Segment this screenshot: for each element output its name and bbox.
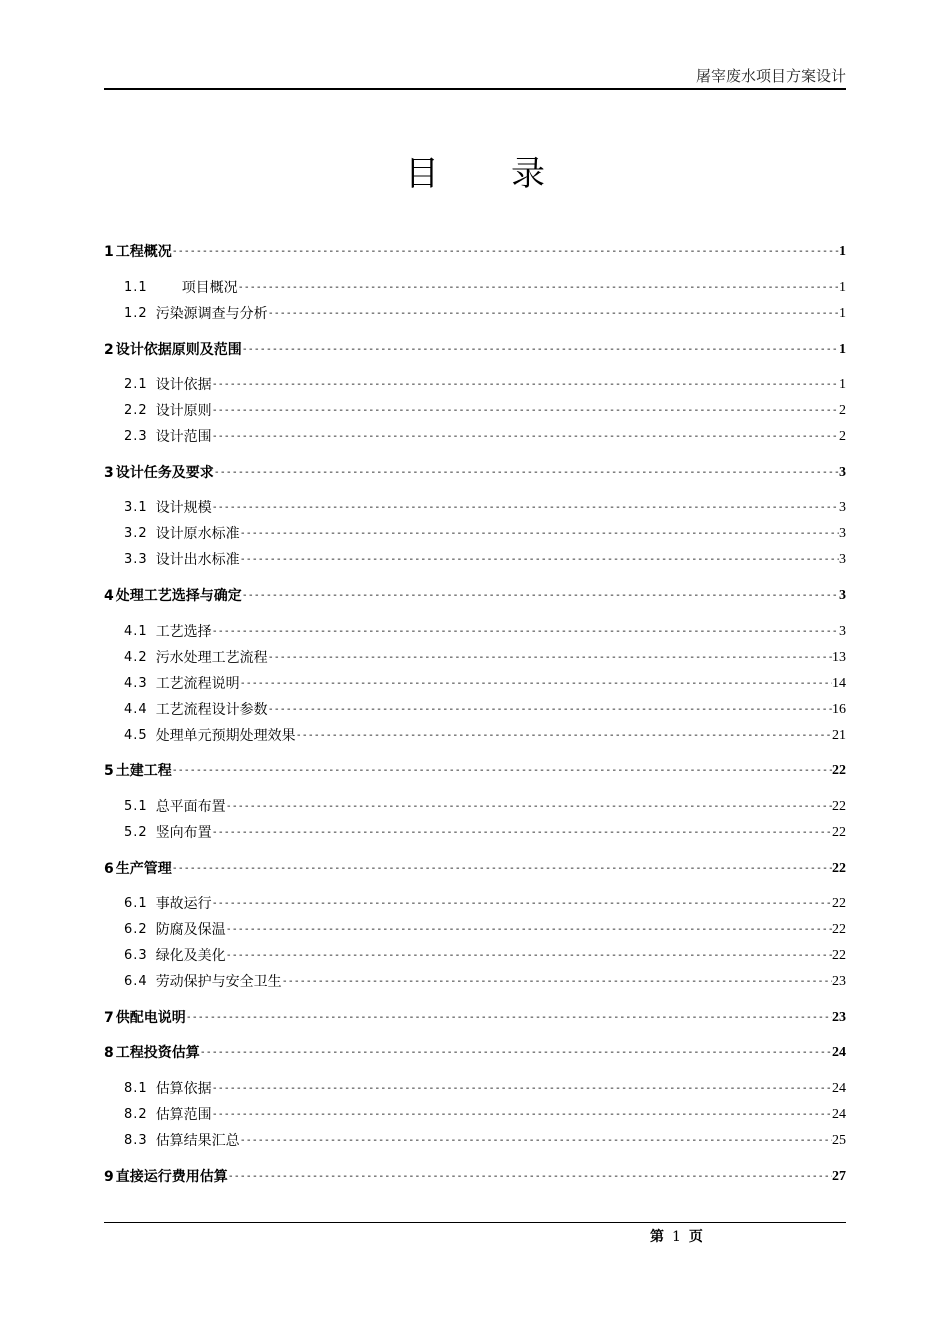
toc-entry-title: 污染源调查与分析 — [155, 306, 268, 322]
toc-dot-leader — [214, 464, 839, 482]
toc-entry-title: 工程概况 — [115, 244, 172, 260]
title-char-2: 录 — [511, 154, 545, 194]
toc-entry-number: 6 — [104, 861, 114, 877]
toc-dot-leader — [226, 798, 832, 816]
page-header — [104, 66, 846, 90]
toc-section-entry[interactable] — [104, 796, 846, 816]
toc-entry-page: 1 — [839, 280, 846, 295]
toc-section-entry[interactable] — [104, 945, 846, 965]
toc-entry-page: 3 — [839, 624, 846, 639]
toc-entry-title: 劳动保护与安全卫生 — [155, 974, 282, 990]
toc-entry-page: 16 — [832, 702, 846, 717]
toc-entry-title: 估算范围 — [155, 1107, 212, 1123]
toc-entry-title: 设计范围 — [155, 429, 212, 445]
toc-entry-title: 设计任务及要求 — [115, 465, 214, 481]
toc-dot-leader — [242, 341, 839, 359]
page-number-value: 1 — [672, 1229, 681, 1245]
toc-entry-title: 设计原则 — [155, 403, 212, 419]
toc-entry-page: 14 — [832, 676, 846, 691]
toc-entry-title: 竖向布置 — [155, 825, 212, 841]
toc-entry-number: 3.1 — [124, 500, 148, 515]
toc-dot-leader — [240, 525, 839, 543]
page-prefix: 第 — [650, 1229, 664, 1245]
toc-dot-leader — [186, 1009, 832, 1027]
toc-dot-leader — [212, 824, 832, 842]
toc-entry-title: 处理工艺选择与确定 — [115, 588, 242, 604]
toc-dot-leader — [212, 623, 839, 641]
toc-chapter-entry[interactable] — [104, 585, 846, 605]
page-number — [650, 1227, 703, 1247]
toc-entry-number: 6.1 — [124, 896, 148, 911]
toc-entry-title: 设计依据 — [155, 377, 212, 393]
page-footer — [104, 1222, 846, 1245]
toc-dot-leader — [200, 1044, 832, 1062]
toc-entry-number: 3.2 — [124, 526, 148, 541]
toc-entry-number: 3 — [104, 465, 114, 481]
toc-entry-title: 估算依据 — [155, 1081, 212, 1097]
toc-entry-title: 工程投资估算 — [115, 1045, 200, 1061]
toc-entry-number: 6.4 — [124, 974, 148, 989]
toc-entry-page: 22 — [832, 861, 846, 876]
toc-entry-title: 工艺流程说明 — [155, 676, 240, 692]
toc-entry-title: 设计规模 — [155, 500, 212, 516]
toc-section-entry[interactable] — [104, 374, 846, 394]
toc-entry-number: 8 — [104, 1045, 114, 1061]
toc-dot-leader — [268, 701, 832, 719]
toc-entry-page: 1 — [839, 306, 846, 321]
document-title — [0, 152, 950, 196]
toc-dot-leader — [212, 428, 839, 446]
toc-chapter-entry[interactable] — [104, 1166, 846, 1186]
toc-entry-page: 24 — [832, 1045, 846, 1060]
toc-dot-leader — [172, 243, 839, 261]
toc-entry-title: 总平面布置 — [155, 799, 226, 815]
toc-section-entry[interactable] — [104, 725, 846, 745]
toc-section-entry[interactable] — [104, 822, 846, 842]
toc-entry-number: 2.2 — [124, 403, 148, 418]
toc-section-entry[interactable] — [104, 647, 846, 667]
toc-entry-page: 24 — [832, 1081, 846, 1096]
toc-entry-title: 事故运行 — [155, 896, 212, 912]
toc-entry-title: 项目概况 — [181, 280, 238, 296]
toc-entry-number: 4 — [104, 588, 114, 604]
toc-dot-leader — [240, 675, 832, 693]
toc-entry-page: 3 — [839, 588, 846, 603]
toc-dot-leader — [212, 402, 839, 420]
toc-entry-page: 13 — [832, 650, 846, 665]
toc-dot-leader — [282, 973, 832, 991]
toc-section-entry[interactable] — [104, 303, 846, 323]
toc-entry-page: 21 — [832, 728, 846, 743]
toc-section-entry[interactable] — [104, 400, 846, 420]
toc-entry-page: 22 — [832, 799, 846, 814]
toc-dot-leader — [226, 921, 832, 939]
toc-chapter-entry[interactable] — [104, 241, 846, 261]
toc-chapter-entry[interactable] — [104, 858, 846, 878]
toc-entry-number: 5 — [104, 763, 114, 779]
toc-chapter-entry[interactable] — [104, 339, 846, 359]
toc-entry-number: 2 — [104, 342, 114, 358]
toc-entry-number: 2.1 — [124, 377, 148, 392]
toc-section-entry[interactable] — [104, 1078, 846, 1098]
toc-dot-leader — [212, 1106, 832, 1124]
toc-dot-leader — [212, 895, 832, 913]
toc-entry-number: 1.2 — [124, 306, 148, 321]
toc-entry-title: 绿化及美化 — [155, 948, 226, 964]
toc-section-entry[interactable] — [104, 497, 846, 517]
page-suffix: 页 — [688, 1229, 703, 1245]
toc-entry-page: 22 — [832, 825, 846, 840]
toc-chapter-entry[interactable] — [104, 1042, 846, 1062]
toc-entry-title: 直接运行费用估算 — [115, 1169, 228, 1185]
toc-entry-page: 2 — [839, 429, 846, 444]
toc-entry-number: 6.3 — [124, 948, 148, 963]
toc-chapter-entry[interactable] — [104, 760, 846, 780]
toc-entry-page: 3 — [839, 500, 846, 515]
toc-section-entry[interactable] — [104, 893, 846, 913]
toc-entry-page: 22 — [832, 763, 846, 778]
toc-dot-leader — [240, 551, 839, 569]
toc-section-entry[interactable] — [104, 549, 846, 569]
toc-entry-number: 1 — [104, 244, 114, 260]
toc-section-entry[interactable] — [104, 971, 846, 991]
toc-entry-page: 22 — [832, 896, 846, 911]
toc-entry-page: 2 — [839, 403, 846, 418]
toc-entry-page: 3 — [839, 465, 846, 480]
toc-entry-page: 22 — [832, 948, 846, 963]
toc-entry-number: 5.2 — [124, 825, 148, 840]
toc-section-entry[interactable] — [104, 1104, 846, 1124]
toc-section-entry[interactable] — [104, 523, 846, 543]
toc-entry-number: 2.3 — [124, 429, 148, 444]
toc-entry-number: 4.4 — [124, 702, 148, 717]
toc-entry-title: 防腐及保温 — [155, 922, 226, 938]
toc-dot-leader — [212, 1080, 832, 1098]
toc-entry-page: 23 — [832, 974, 846, 989]
toc-entry-title: 污水处理工艺流程 — [155, 650, 268, 666]
toc-entry-title: 处理单元预期处理效果 — [155, 728, 296, 744]
toc-entry-page: 22 — [832, 922, 846, 937]
toc-section-entry[interactable] — [104, 919, 846, 939]
toc-entry-number: 7 — [104, 1010, 114, 1026]
toc-entry-title: 估算结果汇总 — [155, 1133, 240, 1149]
title-char-1: 目 — [405, 154, 439, 194]
toc-dot-leader — [172, 860, 832, 878]
toc-entry-title: 设计出水标准 — [155, 552, 240, 568]
toc-entry-page: 25 — [832, 1133, 846, 1148]
toc-dot-leader — [228, 1168, 832, 1186]
toc-entry-title: 设计依据原则及范围 — [115, 342, 242, 358]
toc-entry-number: 6.2 — [124, 922, 148, 937]
toc-entry-number: 3.3 — [124, 552, 148, 567]
toc-entry-page: 3 — [839, 552, 846, 567]
toc-entry-title: 工艺流程设计参数 — [155, 702, 268, 718]
toc-dot-leader — [212, 376, 839, 394]
toc-dot-leader — [296, 727, 832, 745]
toc-dot-leader — [268, 305, 839, 323]
toc-dot-leader — [268, 649, 832, 667]
toc-dot-leader — [226, 947, 832, 965]
toc-entry-number: 9 — [104, 1169, 114, 1185]
toc-entry-number: 8.3 — [124, 1133, 148, 1148]
toc-chapter-entry[interactable] — [104, 462, 846, 482]
toc-entry-number: 1.1 — [124, 280, 148, 295]
toc-section-entry[interactable] — [104, 673, 846, 693]
toc-entry-page: 1 — [839, 377, 846, 392]
toc-entry-number: 4.3 — [124, 676, 148, 691]
toc-section-entry[interactable] — [104, 621, 846, 641]
toc-entry-page: 1 — [839, 342, 846, 357]
toc-entry-title: 土建工程 — [115, 763, 172, 779]
toc-chapter-entry[interactable] — [104, 1007, 846, 1027]
toc-dot-leader — [240, 1132, 832, 1150]
toc-entry-page: 3 — [839, 526, 846, 541]
toc-entry-page: 24 — [832, 1107, 846, 1122]
toc-section-entry[interactable] — [104, 1130, 846, 1150]
toc-entry-number: 8.2 — [124, 1107, 148, 1122]
toc-entry-number: 4.2 — [124, 650, 148, 665]
toc-dot-leader — [242, 587, 839, 605]
toc-entry-title: 生产管理 — [115, 861, 172, 877]
toc-entry-page: 23 — [832, 1010, 846, 1025]
toc-entry-page: 1 — [839, 244, 846, 259]
toc-entry-title: 供配电说明 — [115, 1010, 186, 1026]
toc-entry-number: 4.1 — [124, 624, 148, 639]
toc-entry-title: 工艺选择 — [155, 624, 212, 640]
header-title: 屠宰废水项目方案设计 — [695, 67, 846, 85]
toc-entry-number: 5.1 — [124, 799, 148, 814]
toc-dot-leader — [238, 279, 839, 297]
toc-dot-leader — [172, 762, 832, 780]
toc-dot-leader — [212, 499, 839, 517]
toc-entry-page: 27 — [832, 1169, 846, 1184]
toc-section-entry[interactable] — [104, 699, 846, 719]
toc-entry-number: 4.5 — [124, 728, 148, 743]
toc-entry-title: 设计原水标准 — [155, 526, 240, 542]
toc-section-entry[interactable] — [104, 277, 846, 297]
toc-section-entry[interactable] — [104, 426, 846, 446]
toc-entry-number: 8.1 — [124, 1081, 148, 1096]
